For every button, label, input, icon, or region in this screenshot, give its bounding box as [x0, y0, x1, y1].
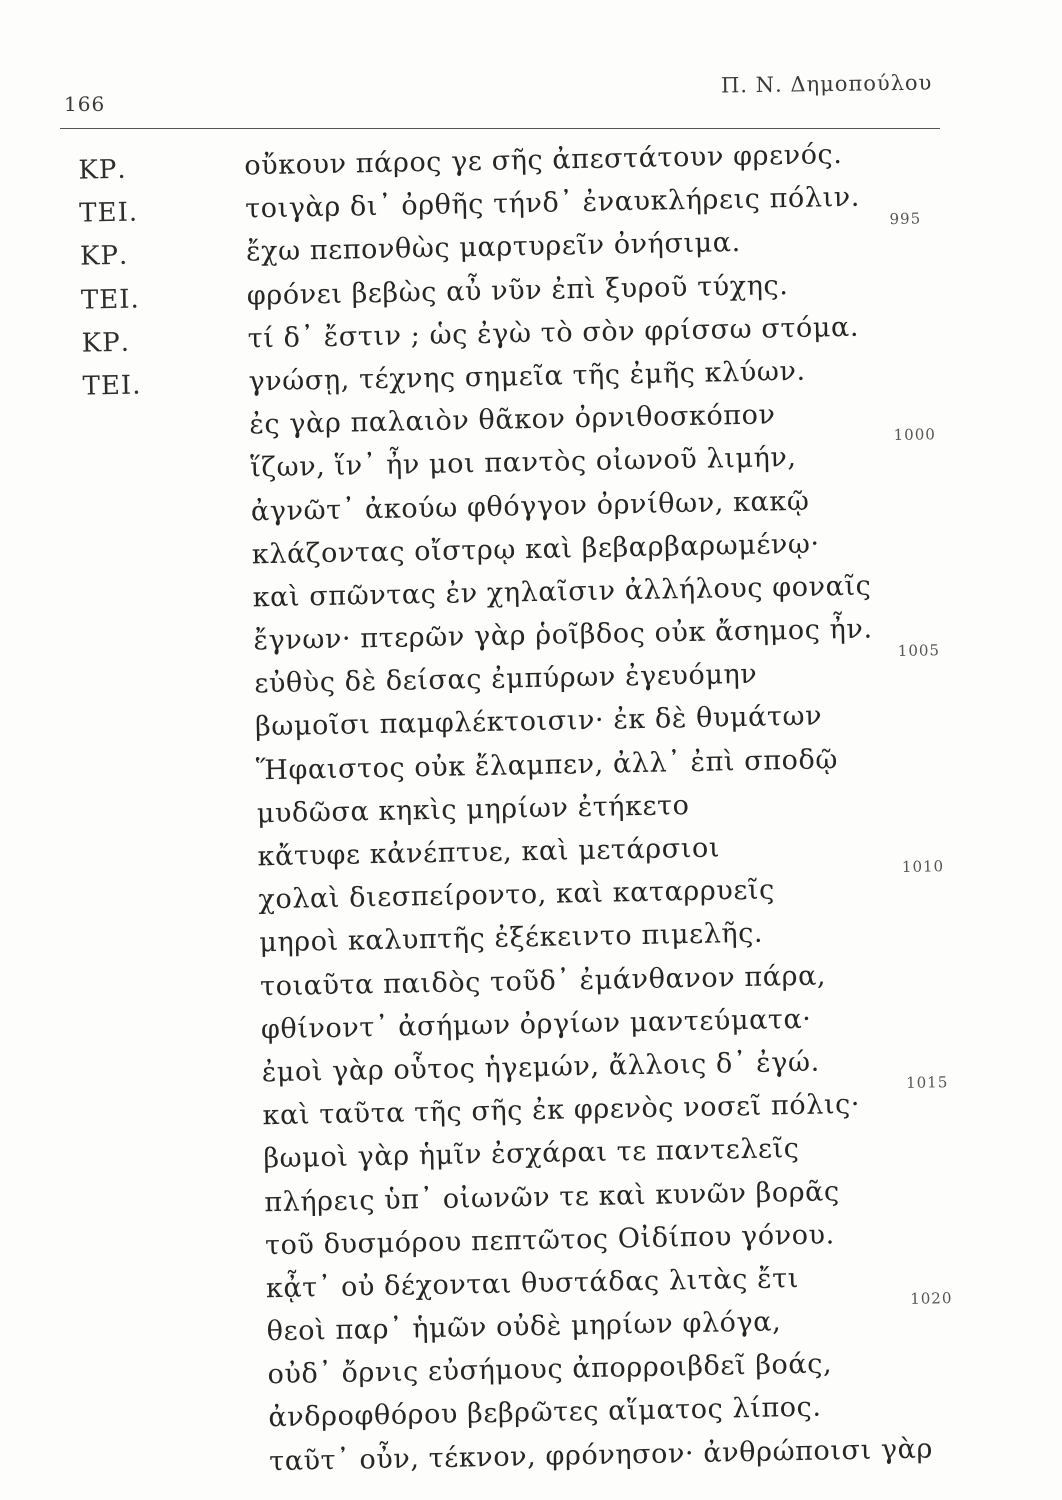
page-number: 166	[64, 92, 106, 116]
verse-text-line: Ἥφαιστος οὐκ ἔλαμπεν, ἀλλ᾽ ἐπὶ σποδῷ	[255, 743, 839, 786]
speaker-label: ΚΡ.	[78, 154, 127, 186]
verse-text	[0, 129, 1062, 1488]
verse-text-line: βωμοῖσι παμφλέκτοισιν· ἐκ δὲ θυμάτων	[254, 700, 823, 743]
speaker-label: ΤΕΙ.	[82, 370, 142, 402]
verse-text-line: βωμοὶ γὰρ ἡμῖν ἐσχάραι τε παντελεῖς	[263, 1133, 800, 1175]
verse-text-line: φρόνει βεβὼς αὖ νῦν ἐπὶ ξυροῦ τύχης.	[246, 269, 789, 311]
speaker-label: ΚΡ.	[81, 327, 131, 359]
verse-text-line: μηροὶ καλυπτῆς ἐξέκειντο πιμελῆς.	[259, 918, 764, 959]
verse-text-line: θεοὶ παρ᾽ ἡμῶν οὐδὲ μηρίων φλόγα,	[266, 1306, 782, 1348]
verse-text-line: καὶ σπῶντας ἐν χηλαῖσιν ἀλλήλους φοναῖς	[252, 570, 872, 614]
line-number: 1005	[897, 641, 941, 661]
verse-text-line: ἐς γὰρ παλαιὸν θᾶκον ὀρνιθοσκόπον	[249, 399, 776, 441]
line-number: 1015	[905, 1073, 949, 1093]
verse-text-line: ταῦτ᾽ οὖν, τέκνον, φρόνησον· ἀνθρώποισι γὰρ	[268, 1433, 934, 1477]
speaker-label: ΚΡ.	[79, 241, 129, 273]
verse-text-line: τοιαῦτα παιδὸς τοῦδ᾽ ἐμάνθανον πάρα,	[259, 960, 827, 1002]
speaker-label: ΤΕΙ.	[78, 197, 139, 229]
verse-text-line: οὐδ᾽ ὄρνις εὐσήμους ἀπορροιβδεῖ βοάς,	[267, 1348, 833, 1391]
verse-text-line: ἐμοὶ γὰρ οὗτος ἡγεμών, ἄλλοις δ᾽ ἐγώ.	[261, 1046, 821, 1089]
verse-text-line: ἀγνῶτ᾽ ἀκούω φθόγγον ὀρνίθων, κακῷ	[250, 485, 810, 527]
running-head: Π. Ν. Δημοπούλου	[720, 70, 933, 98]
line-number: 1010	[901, 857, 945, 877]
speaker-label: ΤΕΙ.	[80, 284, 141, 316]
line-number: 995	[889, 209, 922, 229]
verse-text-line: ἀνδροφθόρου βεβρῶτες αἵματος λίπος.	[268, 1392, 822, 1434]
verse-text-line: κᾆτ᾽ οὐ δέχονται θυστάδας λιτὰς ἔτι	[265, 1262, 800, 1305]
verse-text-line: ἵζων, ἵν᾽ ἦν μοι παντὸς οἰωνοῦ λιμήν,	[249, 442, 797, 484]
verse-text-line: κἄτυφε κἀνέπτυε, καὶ μετάρσιοι	[257, 832, 721, 873]
verse-text-line: ἔχω πεπονθὼς μαρτυρεῖν ὀνήσιμα.	[245, 227, 742, 268]
line-number: 1000	[893, 425, 937, 445]
verse-text-line: ἔγνων· πτερῶν γὰρ ῥοῖβδος οὐκ ἄσημος ἦν.	[253, 613, 873, 657]
verse-text-line: γνώσῃ, τέχνης σημεῖα τῆς ἐμῆς κλύων.	[248, 355, 806, 398]
verse-text-line: φθίνοντ᾽ ἀσήμων ὀργίων μαντεύματα·	[260, 1003, 812, 1046]
verse-text-line: πλήρεις ὑπ᾽ οἰωνῶν τε καὶ κυνῶν βορᾶς	[263, 1175, 840, 1218]
verse-text-line: κλάζοντας οἴστρῳ καὶ βεβαρβαρωμένῳ·	[251, 528, 820, 571]
verse-text-line: εὐθὺς δὲ δείσας ἐμπύρων ἐγευόμην	[254, 658, 758, 700]
verse-text-line: τοῦ δυσμόρου πεπτῶτος Οἰδίπου γόνου.	[264, 1219, 836, 1261]
verse-text-line: τοιγὰρ δι᾽ ὀρθῆς τήνδ᾽ ἐναυκλήρεις πόλιν.	[244, 181, 861, 225]
verse-text-line: τί δ᾽ ἔστιν ; ὡς ἐγὼ τὸ σὸν φρίσσω στόμα.	[247, 311, 860, 355]
line-number: 1020	[910, 1289, 953, 1308]
verse-text-line: οὔκουν πάρος γε σῆς ἀπεστάτουν φρενός.	[244, 138, 843, 182]
verse-text-line: καὶ ταῦτα τῆς σῆς ἐκ φρενὸς νοσεῖ πόλις·	[262, 1088, 861, 1132]
page-header	[60, 70, 940, 129]
verse-text-line: χολαὶ διεσπείροντο, καὶ καταρρυεῖς	[258, 874, 776, 916]
verse-text-line: μυδῶσα κηκὶς μηρίων ἐτήκετο	[256, 789, 690, 830]
